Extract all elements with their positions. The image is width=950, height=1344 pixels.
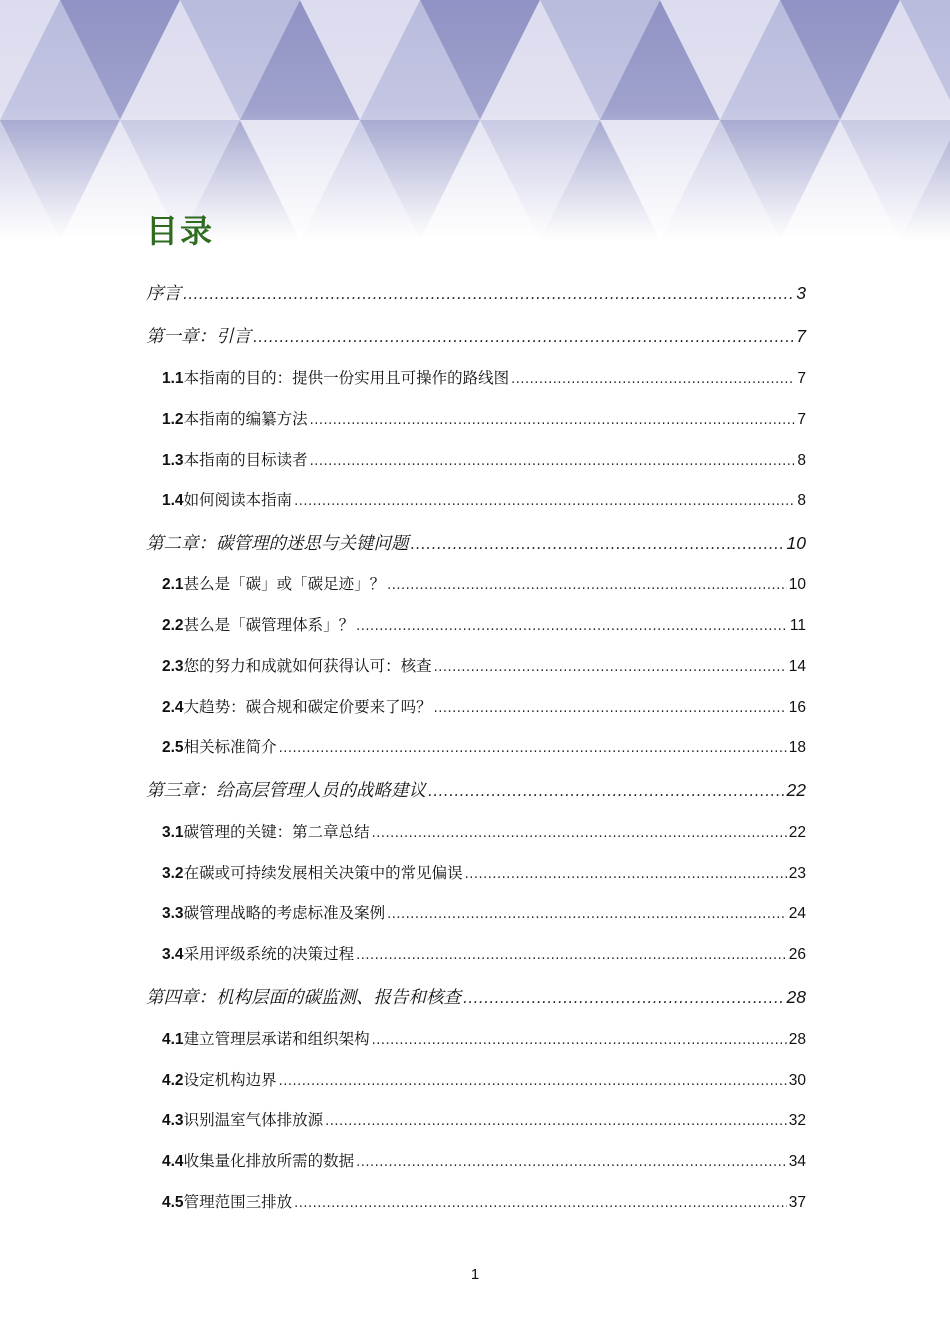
toc-entry-title: 第一章：引言 [146, 327, 251, 347]
toc-section-number: 3.2 [162, 865, 184, 882]
page-title: 目录 [146, 212, 215, 250]
toc-section-number: 2.3 [162, 658, 184, 675]
toc-dot-leader [428, 782, 785, 800]
toc-entry-title: 建立管理层承诺和组织架构 [183, 1030, 370, 1048]
toc-entry-title: 碳管理战略的考虑标准及案例 [183, 904, 386, 922]
toc-entry-title: 甚么是「碳管理体系」？ [183, 616, 355, 634]
toc-section-entry[interactable] [162, 613, 806, 635]
toc-dot-leader [434, 660, 787, 675]
toc-section-entry[interactable] [162, 1190, 806, 1212]
toc-dot-leader [511, 372, 795, 387]
toc-section-entry[interactable] [162, 861, 806, 883]
toc-dot-leader [325, 1114, 787, 1129]
toc-section-number: 4.5 [162, 1194, 184, 1211]
toc-dot-leader [310, 413, 796, 428]
toc-section-entry[interactable] [162, 942, 806, 964]
toc-page-number: 22 [788, 824, 806, 841]
toc-section-entry[interactable] [162, 366, 806, 388]
toc-page-number: 34 [788, 1153, 806, 1170]
toc-entry-title: 相关标准简介 [183, 738, 277, 756]
toc-dot-leader [387, 907, 787, 922]
toc-dot-leader [279, 741, 787, 756]
toc-entry-title: 如何阅读本指南 [183, 491, 293, 509]
toc-chapter-entry[interactable] [146, 984, 806, 1009]
toc-section-number: 3.4 [162, 946, 184, 963]
toc-section-entry[interactable] [162, 735, 806, 757]
toc-entry-title: 识别温室气体排放源 [183, 1111, 324, 1129]
toc-section-entry[interactable] [162, 448, 806, 470]
toc-dot-leader [411, 535, 785, 553]
toc-page-number: 14 [788, 658, 806, 675]
toc-section-entry[interactable] [162, 488, 806, 510]
toc-section-number: 4.1 [162, 1031, 184, 1048]
toc-section-number: 1.4 [162, 492, 184, 509]
toc-dot-leader [356, 619, 788, 634]
toc-dot-leader [465, 867, 787, 882]
page-number: 1 [470, 1266, 480, 1283]
toc-section-entry[interactable] [162, 407, 806, 429]
toc-page-number: 18 [788, 739, 806, 756]
toc-dot-leader [279, 1074, 787, 1089]
toc-section-number: 3.3 [162, 905, 184, 922]
toc-entry-title: 甚么是「碳」或「碳足迹」？ [183, 575, 386, 593]
toc-section-number: 2.2 [162, 617, 184, 634]
toc-dot-leader [310, 454, 796, 469]
toc-entry-title: 第三章：给高层管理人员的战略建议 [146, 781, 426, 801]
toc-chapter-entry[interactable] [146, 323, 806, 348]
toc-section-entry[interactable] [162, 654, 806, 676]
toc-page-number: 7 [797, 411, 806, 428]
toc-dot-leader [253, 328, 794, 346]
toc-page-number: 37 [788, 1194, 806, 1211]
toc-entry-title: 在碳或可持续发展相关决策中的常见偏误 [183, 864, 463, 882]
toc-section-entry[interactable] [162, 695, 806, 717]
toc-section-entry[interactable] [162, 1068, 806, 1090]
toc-section-number: 4.3 [162, 1112, 184, 1129]
toc-dot-leader [294, 494, 795, 509]
toc-chapter-entry[interactable] [146, 280, 806, 305]
toc-section-number: 1.2 [162, 411, 184, 428]
toc-section-entry[interactable] [162, 820, 806, 842]
toc-page-number: 28 [786, 987, 806, 1007]
toc-page-number: 24 [788, 905, 806, 922]
toc-entry-title: 第二章：碳管理的迷思与关键问题 [146, 534, 409, 554]
toc-entry-title: 第四章：机构层面的碳监测、报告和核查 [146, 988, 461, 1008]
toc-section-number: 4.2 [162, 1072, 184, 1089]
toc-dot-leader [183, 285, 794, 303]
toc-entry-title: 收集量化排放所需的数据 [183, 1152, 355, 1170]
toc-page-number: 26 [788, 946, 806, 963]
toc-page-number: 10 [788, 576, 806, 593]
toc-section-number: 4.4 [162, 1153, 184, 1170]
toc-page-number: 30 [788, 1072, 806, 1089]
toc-page-number: 3 [796, 283, 806, 303]
toc-section-number: 3.1 [162, 824, 184, 841]
toc-entry-title: 本指南的编纂方法 [183, 410, 308, 428]
toc-dot-leader [463, 989, 785, 1007]
toc-chapter-entry[interactable] [146, 777, 806, 802]
toc-dot-leader [372, 826, 787, 841]
toc-section-number: 2.1 [162, 576, 184, 593]
toc-page-number: 11 [789, 617, 806, 634]
toc-dot-leader [356, 1155, 787, 1170]
toc-entry-title: 碳管理的关键：第二章总结 [183, 823, 370, 841]
toc-section-number: 1.1 [162, 370, 184, 387]
toc-entry-title: 序言 [146, 284, 181, 304]
toc-section-entry[interactable] [162, 1027, 806, 1049]
toc-entry-title: 本指南的目标读者 [183, 451, 308, 469]
toc-entry-title: 采用评级系统的决策过程 [183, 945, 355, 963]
toc-chapter-entry[interactable] [146, 530, 806, 555]
toc-section-number: 2.5 [162, 739, 184, 756]
toc-dot-leader [294, 1196, 787, 1211]
toc-section-entry[interactable] [162, 1108, 806, 1130]
toc-page-number: 32 [788, 1112, 806, 1129]
toc-dot-leader [387, 578, 787, 593]
toc-page-number: 10 [786, 533, 806, 553]
toc-entry-title: 您的努力和成就如何获得认可：核查 [183, 657, 432, 675]
toc-page-number: 28 [788, 1031, 806, 1048]
toc-section-entry[interactable] [162, 1149, 806, 1171]
toc-dot-leader [434, 701, 787, 716]
toc-entry-title: 大趋势：碳合规和碳定价要来了吗？ [183, 698, 432, 716]
toc-section-number: 1.3 [162, 452, 184, 469]
toc-dot-leader [372, 1033, 787, 1048]
toc-page-number: 23 [788, 865, 806, 882]
toc-page-number: 22 [786, 780, 806, 800]
toc-page-number: 7 [796, 326, 806, 346]
toc-entry-title: 管理范围三排放 [183, 1193, 293, 1211]
toc-page-number: 8 [797, 492, 806, 509]
toc-section-entry[interactable] [162, 572, 806, 594]
decorative-triangle-banner [0, 0, 950, 240]
toc-entry-title: 本指南的目的：提供一份实用且可操作的路线图 [183, 369, 510, 387]
toc-page-number: 16 [788, 699, 806, 716]
toc-section-entry[interactable] [162, 901, 806, 923]
toc-section-number: 2.4 [162, 699, 184, 716]
toc-entry-title: 设定机构边界 [183, 1071, 277, 1089]
toc-page-number: 7 [797, 370, 806, 387]
toc-dot-leader [356, 948, 787, 963]
toc-page-number: 8 [797, 452, 806, 469]
